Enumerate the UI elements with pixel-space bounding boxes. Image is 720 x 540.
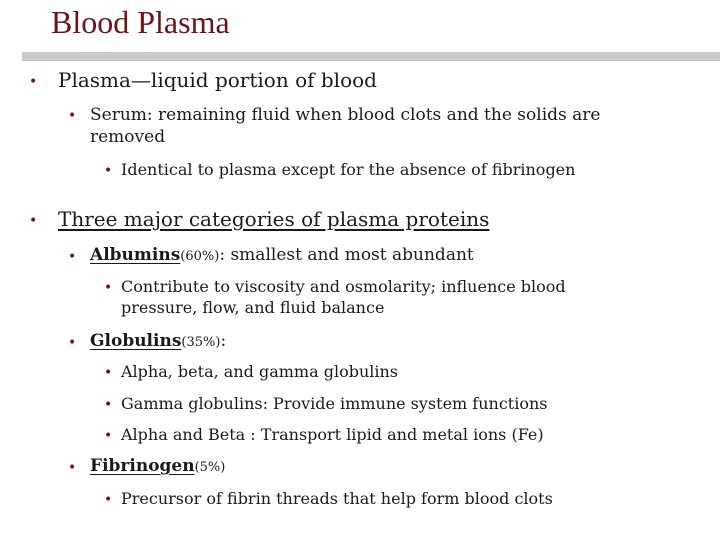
title-divider [22, 52, 720, 61]
fibrinogen-term: Fibrinogen [90, 456, 195, 476]
bullet-serum-line1: Serum: remaining fluid when blood clots and the solids are [90, 105, 601, 125]
albumins-pct-open: (60%) [180, 249, 220, 264]
bullet-icon: • [68, 108, 77, 124]
bullet-icon: • [104, 365, 113, 381]
bullet-plasma: Plasma—liquid portion of blood [58, 68, 377, 92]
bullet-icon: • [29, 74, 38, 90]
bullet-icon: • [68, 335, 77, 351]
bullet-precursor: Precursor of fibrin threads that help form blood clots [121, 489, 553, 508]
albumins-description: : smallest and most abundant [219, 245, 474, 265]
globulins-term: Globulins [90, 331, 182, 351]
bullet-contribute-line1: Contribute to viscosity and osmolarity; influence blood [121, 277, 566, 296]
bullet-alpha-beta-gamma: Alpha, beta, and gamma globulins [121, 362, 398, 381]
bullet-identical: Identical to plasma except for the absence of fibrinogen [121, 160, 576, 179]
bullet-albumins [90, 245, 474, 265]
bullet-icon: • [29, 213, 38, 229]
bullet-gamma: Gamma globulins: Provide immune system functions [121, 394, 548, 413]
bullet-icon: • [104, 428, 113, 444]
bullet-icon: • [68, 460, 77, 476]
bullet-alpha-beta-transport: Alpha and Beta : Transport lipid and metal ions (Fe) [121, 425, 544, 444]
globulins-pct: (35%) [181, 335, 221, 350]
bullet-contribute-line2: pressure, flow, and fluid balance [121, 298, 385, 317]
bullet-icon: • [104, 163, 113, 179]
bullet-icon: • [104, 492, 113, 508]
bullet-icon: • [104, 280, 113, 296]
bullet-serum-line2: removed [90, 127, 166, 147]
albumins-term: Albumins [90, 245, 181, 265]
bullet-categories: Three major categories of plasma proteins [58, 207, 490, 231]
globulins-colon: : [220, 331, 227, 351]
bullet-fibrinogen [90, 456, 225, 476]
bullet-globulins [90, 331, 226, 351]
bullet-icon: • [104, 397, 113, 413]
slide-title: Blood Plasma [51, 4, 230, 40]
fibrinogen-pct: (5%) [194, 460, 226, 475]
bullet-icon: • [68, 249, 77, 265]
